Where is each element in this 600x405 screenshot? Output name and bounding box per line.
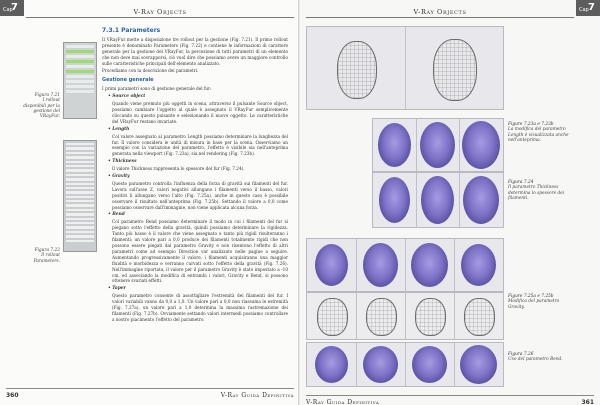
fur-cage-preview <box>337 41 377 99</box>
figure-label: Figure 7.25a e 7.25b <box>508 294 554 299</box>
intro-paragraph: Il VRayFur mette a disposizione tre rollout per la gestione (Fig. 7.21). Il primo rollout presente è denominato Parameters (Fig. 7.22) e contiene le informazioni di carattere generale per la gestione del VRayFur, la percezione di tutti parametri di un elemento che non deve mai sovrapporsi, ciò vuol dire che possiamo avere un maggiore controllo sulle caratteristiche principali dell'elemento analizzato. <box>102 36 288 66</box>
page-number: 360 <box>6 392 19 399</box>
param-description: Col valore assegnato al parametro Length possiamo determinare la lunghezza del fur. Il valore considera le unità di misura in base per la scena. Osserviamo un esempio con la variazione del parametro, l'effetto è visibile sia nell'anteprima generata nella viewport (Fig. 7.23a), sia nel rendering (Fig. 7.23b). <box>112 133 288 157</box>
body-text-column <box>102 28 288 325</box>
fur-render <box>315 244 348 286</box>
footer-left <box>6 388 294 399</box>
figure-7-26-render <box>306 342 504 387</box>
figure-text: I rollout disponibili per la gestione del VRayFur. <box>23 98 60 120</box>
figure-text: Modifica del parametro Gravity. <box>508 299 560 310</box>
figure-caption-7-22 <box>22 248 60 264</box>
figure-caption-7-24 <box>508 180 570 201</box>
param-term: • Gravity <box>108 174 288 180</box>
fur-render <box>363 346 398 383</box>
param-term: • Thickness <box>108 159 288 165</box>
chapter-tab-left <box>0 0 24 16</box>
running-head-right: V-Ray Objects <box>306 3 574 18</box>
fur-cage-preview <box>415 298 446 336</box>
fur-render <box>378 123 411 167</box>
figure-text: Il rollout Parameters. <box>33 253 60 264</box>
figure-7-24-render <box>372 172 504 228</box>
fur-render <box>460 345 497 384</box>
fur-cage-preview <box>464 298 495 336</box>
figure-7-25b-viewport <box>306 292 504 340</box>
fur-render <box>411 243 448 287</box>
footer-title: V-Ray Guida Definitiva <box>220 392 294 399</box>
fur-render <box>462 121 500 169</box>
param-term: • Bend <box>108 212 288 218</box>
fur-render <box>379 177 410 223</box>
param-term: • Taper <box>108 286 288 292</box>
chapter-tab-number: 7 <box>588 2 595 13</box>
page-number: 361 <box>581 399 594 405</box>
param-description: Questo parametro consente di assottigliare l'estremità dei filamenti del fur. I valori variabili vanno da 0,0 a 1,0. Un valore pari a 0,0 non riassuma le estremità (Fig. 7.27a), un valore pari a 1,0 determina la massima rastremazione dei filamenti (Fig. 7.27b). Ovviamente settando valori intermedi possiamo controllare a nostro piacimento l'effetto del parametro. <box>112 293 288 322</box>
chapter-tab-number: 7 <box>11 2 18 13</box>
chapter-tab-cap: Cap <box>3 7 13 13</box>
figure-label: Figura 7.26 <box>508 352 534 357</box>
figure-label: Figura 7.24 <box>508 180 534 185</box>
figure-text: Uso del parametro Bend. <box>508 357 563 363</box>
figure-label: Figura 7.22 <box>34 248 60 253</box>
fur-cage-preview <box>366 298 397 336</box>
figure-caption-7-25 <box>508 294 570 310</box>
fur-render <box>463 176 499 224</box>
chapter-tab-cap: Cap <box>579 7 589 13</box>
footer-right <box>306 395 594 405</box>
param-description: Questo parametro controlla l'influenza della forza di gravità sui filamenti del fur. Lavora sull'asse Z, valori negativi allungano i filamenti verso il basso, valori positivi li allungano verso l'alto (Fig. 7.25a), anche in questo caso è possibile osservare il risultato nell'anteprima (Fig. 7.25b). Settando il valore a 0,0 come possiamo osservare dall'immagine, non viene applicata alcuna forza. <box>112 180 288 210</box>
param-description: Col parametro Bend possiamo determinare il modo in cui i filamenti del fur si piegano sotto l'effetto della gravità, quindi possiamo determinare la rigidezza. Tanto più basso è il valore che viene assegnato e tanto più rigidi risulteranno i filamenti; un valore pari a 0,0 produce dei filamenti totalmente rigidi che non possono essere piegati dal parametro Gravity e non risentono l'effetto di altri parametri come ad esempio Direction var analizzato nelle pagine a seguire. Aumentando progressivamente il valore, i filamenti acquisiranno una maggior fluidità e morbidezza e verranno curvati sotto l'effetto della gravità (Fig. 7.26). Nell'immagine riportata, il valore per il parametro Gravity è stato impostato a -10 cm, ed associando la modifica di entrambi i valori, Gravity e Bend, si possono ottenere svariati effetti. <box>112 219 288 284</box>
figure-text: La modifica del parametro Length è visualizzata anche nell'anteprima. <box>508 127 569 143</box>
fur-render <box>461 244 496 286</box>
figure-label: Figura 7.21 <box>34 93 60 98</box>
param-term: • Length <box>108 127 288 133</box>
param-description: Quando viene premuto più oggetti in scena, attraverso il pulsante Source object, possiamo cambiare l'oggetto al quale è assegnato il VRayFur semplicemente cliccando su questo pulsante e selezionando il nuovo oggetto. Le caratteristiche del VRayFur restano invariate. <box>112 101 288 124</box>
subsection-title: Gestione generale <box>102 77 154 84</box>
rollouts-screenshot <box>63 42 97 119</box>
figure-caption-7-23 <box>508 122 570 143</box>
fur-cage-preview <box>433 39 477 101</box>
fur-render <box>420 122 455 168</box>
fur-render <box>363 243 398 287</box>
figure-caption-7-21 <box>22 93 60 119</box>
footer-title: V-Ray Guida Definitiva <box>306 399 380 405</box>
lead-paragraph: I primi parametri sono di gestione generale del fur: <box>102 86 212 92</box>
param-term: • Source object <box>108 94 288 100</box>
fur-render <box>421 176 454 224</box>
fur-render <box>315 346 348 383</box>
figure-label: Figure 7.23a e 7.23b <box>508 122 554 127</box>
section-title: 7.3.1 Parameters <box>102 27 161 34</box>
right-page <box>300 0 600 405</box>
fur-render <box>412 346 447 383</box>
figure-caption-7-26 <box>508 352 570 363</box>
param-description: Il valore Thickness rappresenta lo spessore del fur (Fig. 7.24). <box>112 166 245 172</box>
figure-7-23-viewport <box>306 26 504 110</box>
chapter-tab-right <box>576 0 600 16</box>
figure-7-23b-render <box>372 118 504 172</box>
figure-7-25-render <box>306 238 504 292</box>
figure-text: Il parametro Thickness determina lo spessore dei filamenti. <box>508 185 565 201</box>
parameters-rollout-screenshot <box>63 140 97 252</box>
intro-paragraph-2: Procediamo con la descrizione dei parametri. <box>102 68 199 74</box>
running-head-left: V-Ray Objects <box>26 3 294 18</box>
fur-cage-preview <box>317 298 348 336</box>
